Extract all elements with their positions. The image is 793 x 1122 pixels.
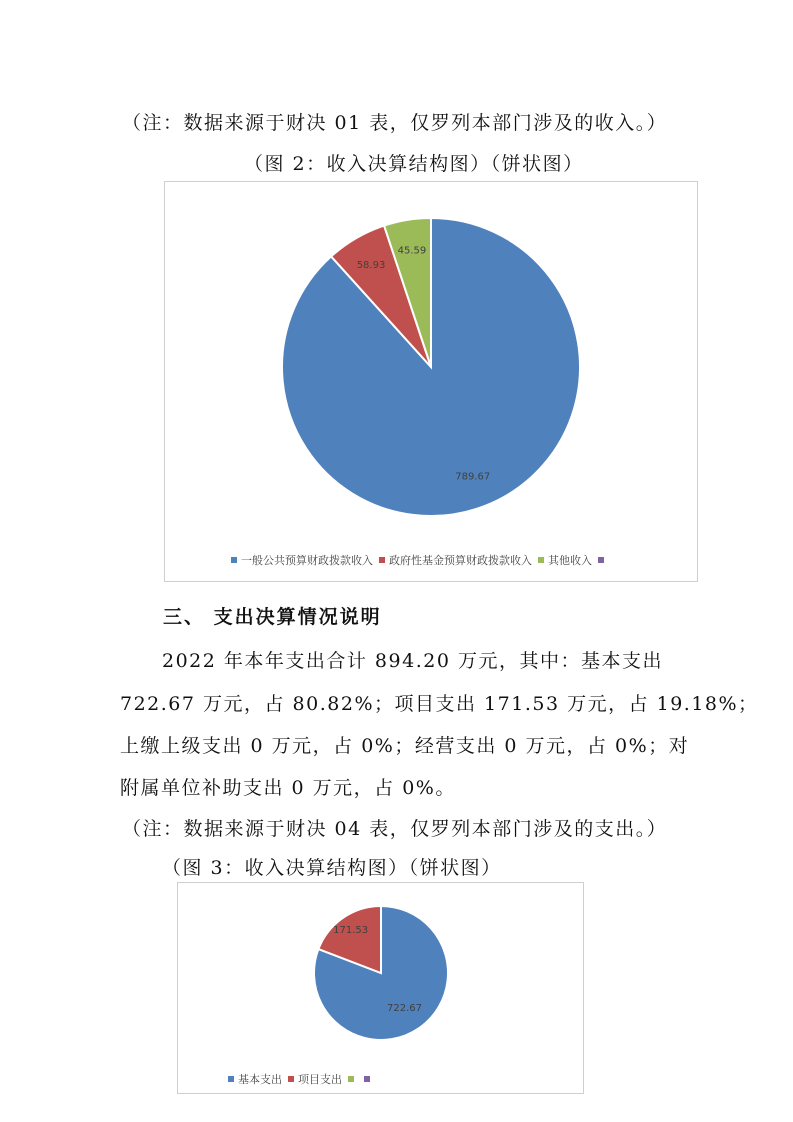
income-pie-svg bbox=[165, 182, 697, 581]
legend-swatch bbox=[228, 1076, 234, 1082]
legend-label: 其他收入 bbox=[548, 554, 592, 567]
pie-data-label: 722.67 bbox=[387, 1003, 423, 1015]
legend-entry bbox=[598, 557, 608, 563]
pie-data-label: 789.67 bbox=[455, 471, 491, 483]
legend-swatch bbox=[288, 1076, 294, 1082]
pie-data-label: 58.93 bbox=[356, 259, 386, 271]
paragraph-line-4: 附属单位补助支出 0 万元，占 0%。 bbox=[120, 777, 456, 799]
figure-3-caption: （图 3：收入决算结构图）（饼状图） bbox=[162, 857, 502, 879]
income-pie-chart bbox=[164, 181, 698, 582]
legend-swatch bbox=[598, 557, 604, 563]
legend-entry bbox=[538, 552, 592, 568]
legend-swatch bbox=[231, 557, 237, 563]
income-pie-legend bbox=[231, 552, 614, 568]
figure-2-caption: （图 2：收入决算结构图）（饼状图） bbox=[244, 153, 584, 175]
pie-data-label: 171.53 bbox=[333, 924, 369, 936]
paragraph-line-2: 722.67 万元，占 80.82%；项目支出 171.53 万元，占 19.18%； bbox=[120, 693, 759, 715]
section-3-heading: 三、 支出决算情况说明 bbox=[163, 606, 382, 628]
legend-swatch bbox=[364, 1076, 370, 1082]
legend-label: 基本支出 bbox=[238, 1073, 282, 1086]
legend-label: 一般公共预算财政拨款收入 bbox=[241, 554, 373, 567]
legend-label: 项目支出 bbox=[298, 1073, 342, 1086]
pie-data-label: 45.59 bbox=[397, 245, 427, 257]
note-income-source: （注：数据来源于财决 01 表，仅罗列本部门涉及的收入。） bbox=[122, 112, 668, 134]
legend-entry bbox=[228, 1071, 282, 1087]
legend-entry bbox=[231, 552, 373, 568]
legend-entry bbox=[379, 552, 532, 568]
legend-swatch bbox=[348, 1076, 354, 1082]
legend-swatch bbox=[379, 557, 385, 563]
legend-entry bbox=[364, 1076, 374, 1082]
paragraph-line-3: 上缴上级支出 0 万元，占 0%；经营支出 0 万元，占 0%；对 bbox=[120, 735, 690, 757]
expense-pie-svg bbox=[178, 883, 583, 1093]
note-expense-source: （注：数据来源于财决 04 表，仅罗列本部门涉及的支出。） bbox=[122, 818, 668, 840]
legend-entry bbox=[348, 1076, 358, 1082]
paragraph-line-1: 2022 年本年支出合计 894.20 万元，其中：基本支出 bbox=[162, 650, 663, 672]
legend-label: 政府性基金预算财政拨款收入 bbox=[389, 554, 532, 567]
legend-entry bbox=[288, 1071, 342, 1087]
legend-swatch bbox=[538, 557, 544, 563]
expense-pie-chart bbox=[177, 882, 584, 1094]
expense-pie-legend bbox=[228, 1071, 380, 1087]
